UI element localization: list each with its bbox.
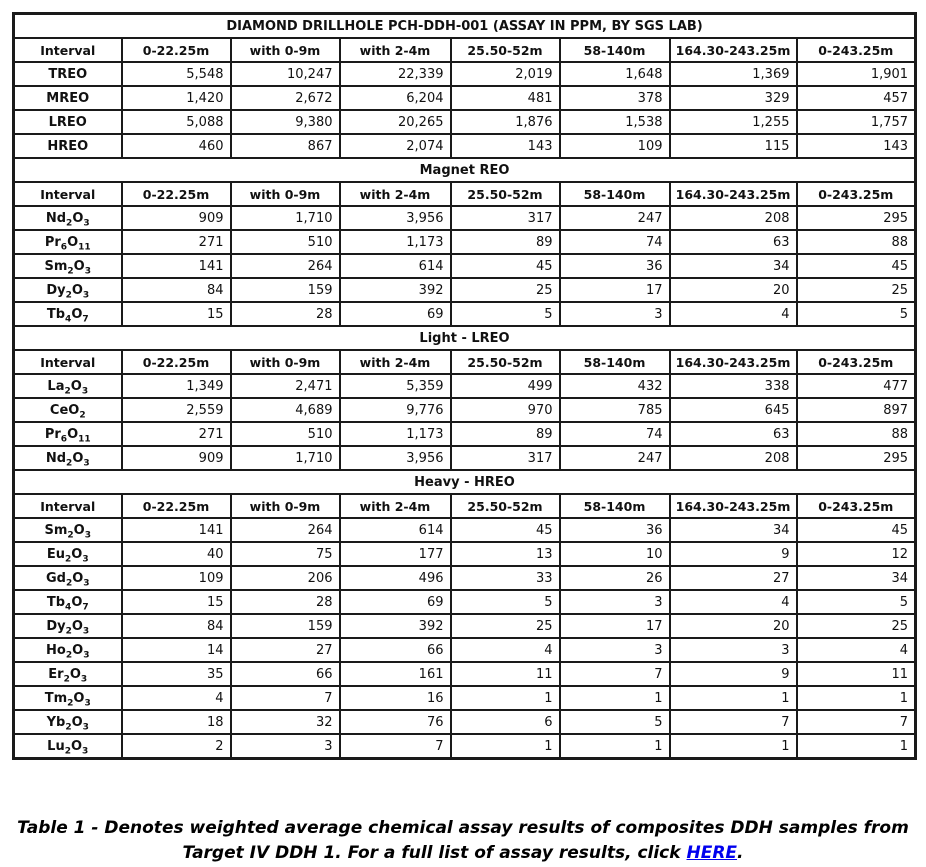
- value-cell: 2,471: [231, 374, 340, 398]
- column-header: 0-243.25m: [797, 494, 916, 518]
- value-cell: 264: [231, 518, 340, 542]
- value-cell: 614: [340, 518, 451, 542]
- value-cell: 20: [670, 614, 797, 638]
- value-cell: 477: [797, 374, 916, 398]
- table-row: [14, 614, 916, 638]
- value-cell: 141: [122, 518, 231, 542]
- value-cell: 141: [122, 254, 231, 278]
- value-cell: 909: [122, 446, 231, 470]
- value-cell: 11: [797, 662, 916, 686]
- table-row: [14, 542, 916, 566]
- value-cell: 66: [340, 638, 451, 662]
- section-label: Heavy - HREO: [14, 470, 916, 494]
- row-label: $Pr_6O_{11}$: [14, 422, 122, 446]
- table-row: [14, 518, 916, 542]
- section-label: Light - LREO: [14, 326, 916, 350]
- value-cell: 3: [560, 638, 670, 662]
- value-cell: 1: [670, 734, 797, 759]
- value-cell: 1,710: [231, 446, 340, 470]
- table-row: [14, 638, 916, 662]
- column-header: 58-140m: [560, 182, 670, 206]
- column-header: with 2-4m: [340, 38, 451, 62]
- value-cell: 3,956: [340, 446, 451, 470]
- value-cell: 432: [560, 374, 670, 398]
- value-cell: 5: [560, 710, 670, 734]
- value-cell: 143: [797, 134, 916, 158]
- table-row: [14, 86, 916, 110]
- row-label: TREO: [14, 62, 122, 86]
- value-cell: 177: [340, 542, 451, 566]
- value-cell: 89: [451, 230, 560, 254]
- row-label: $Dy_2O_3$: [14, 278, 122, 302]
- value-cell: 32: [231, 710, 340, 734]
- row-label: $Gd_2O_3$: [14, 566, 122, 590]
- value-cell: 74: [560, 422, 670, 446]
- value-cell: 2: [122, 734, 231, 759]
- value-cell: 10: [560, 542, 670, 566]
- column-header: 0-243.25m: [797, 182, 916, 206]
- table-row: [14, 686, 916, 710]
- row-label: $Nd_2O_3$: [14, 206, 122, 230]
- section-label: Magnet REO: [14, 158, 916, 182]
- value-cell: 36: [560, 254, 670, 278]
- column-header: with 0-9m: [231, 182, 340, 206]
- value-cell: 5: [451, 302, 560, 326]
- value-cell: 1: [451, 734, 560, 759]
- value-cell: 4: [122, 686, 231, 710]
- column-header: 0-22.25m: [122, 38, 231, 62]
- value-cell: 1,173: [340, 422, 451, 446]
- row-label: CeO$_2$: [14, 398, 122, 422]
- column-header: 0-243.25m: [797, 350, 916, 374]
- row-label: $Nd_2O_3$: [14, 446, 122, 470]
- row-label: $Yb_2O_3$: [14, 710, 122, 734]
- value-cell: 109: [560, 134, 670, 158]
- value-cell: 35: [122, 662, 231, 686]
- value-cell: 3: [670, 638, 797, 662]
- column-header: Interval: [14, 350, 122, 374]
- value-cell: 9: [670, 542, 797, 566]
- value-cell: 7: [670, 710, 797, 734]
- value-cell: 12: [797, 542, 916, 566]
- value-cell: 26: [560, 566, 670, 590]
- value-cell: 7: [797, 710, 916, 734]
- value-cell: 392: [340, 278, 451, 302]
- value-cell: 63: [670, 422, 797, 446]
- row-label: $La_2O_3$: [14, 374, 122, 398]
- row-label: $Lu_2O_3$: [14, 734, 122, 759]
- value-cell: 40: [122, 542, 231, 566]
- value-cell: 17: [560, 278, 670, 302]
- value-cell: 5: [797, 590, 916, 614]
- value-cell: 115: [670, 134, 797, 158]
- value-cell: 271: [122, 422, 231, 446]
- table-row: [14, 422, 916, 446]
- value-cell: 16: [340, 686, 451, 710]
- row-label: HREO: [14, 134, 122, 158]
- value-cell: 63: [670, 230, 797, 254]
- column-header: 0-22.25m: [122, 494, 231, 518]
- value-cell: 2,672: [231, 86, 340, 110]
- value-cell: 159: [231, 278, 340, 302]
- value-cell: 27: [231, 638, 340, 662]
- value-cell: 1,349: [122, 374, 231, 398]
- value-cell: 45: [797, 518, 916, 542]
- row-label: $Tb_4O_7$: [14, 590, 122, 614]
- value-cell: 1,255: [670, 110, 797, 134]
- table-row: [14, 62, 916, 86]
- value-cell: 25: [451, 614, 560, 638]
- value-cell: 1,538: [560, 110, 670, 134]
- value-cell: 295: [797, 446, 916, 470]
- caption-period: .: [737, 843, 744, 863]
- section-header-row: [14, 326, 916, 350]
- table-title: DIAMOND DRILLHOLE PCH-DDH-001 (ASSAY IN PPM, BY SGS LAB): [14, 14, 916, 39]
- column-header-row: [14, 38, 916, 62]
- value-cell: 15: [122, 302, 231, 326]
- table-row: [14, 134, 916, 158]
- value-cell: 6,204: [340, 86, 451, 110]
- value-cell: 247: [560, 446, 670, 470]
- row-label: $Pr_6O_{11}$: [14, 230, 122, 254]
- column-header: 58-140m: [560, 38, 670, 62]
- column-header: with 0-9m: [231, 38, 340, 62]
- column-header: 25.50-52m: [451, 182, 560, 206]
- value-cell: 20: [670, 278, 797, 302]
- value-cell: 7: [231, 686, 340, 710]
- row-label: $Tm_2O_3$: [14, 686, 122, 710]
- column-header: 164.30-243.25m: [670, 38, 797, 62]
- value-cell: 3: [560, 302, 670, 326]
- column-header: 25.50-52m: [451, 38, 560, 62]
- value-cell: 84: [122, 278, 231, 302]
- column-header: Interval: [14, 494, 122, 518]
- table-row: [14, 446, 916, 470]
- value-cell: 18: [122, 710, 231, 734]
- value-cell: 1,369: [670, 62, 797, 86]
- value-cell: 69: [340, 302, 451, 326]
- table-row: [14, 254, 916, 278]
- column-header: with 2-4m: [340, 350, 451, 374]
- column-header: 0-243.25m: [797, 38, 916, 62]
- value-cell: 614: [340, 254, 451, 278]
- column-header: 0-22.25m: [122, 182, 231, 206]
- value-cell: 6: [451, 710, 560, 734]
- value-cell: 5: [797, 302, 916, 326]
- value-cell: 15: [122, 590, 231, 614]
- value-cell: 867: [231, 134, 340, 158]
- value-cell: 271: [122, 230, 231, 254]
- value-cell: 109: [122, 566, 231, 590]
- value-cell: 1: [670, 686, 797, 710]
- column-header: 58-140m: [560, 350, 670, 374]
- value-cell: 2,074: [340, 134, 451, 158]
- value-cell: 9,776: [340, 398, 451, 422]
- column-header: Interval: [14, 38, 122, 62]
- value-cell: 74: [560, 230, 670, 254]
- value-cell: 75: [231, 542, 340, 566]
- value-cell: 7: [560, 662, 670, 686]
- value-cell: 161: [340, 662, 451, 686]
- column-header: 0-22.25m: [122, 350, 231, 374]
- table-row: [14, 302, 916, 326]
- value-cell: 247: [560, 206, 670, 230]
- value-cell: 3: [560, 590, 670, 614]
- value-cell: 785: [560, 398, 670, 422]
- value-cell: 36: [560, 518, 670, 542]
- column-header-row: [14, 494, 916, 518]
- column-header: 164.30-243.25m: [670, 494, 797, 518]
- value-cell: 1,876: [451, 110, 560, 134]
- row-label: $Eu_2O_3$: [14, 542, 122, 566]
- row-label: $Er_2O_3$: [14, 662, 122, 686]
- value-cell: 89: [451, 422, 560, 446]
- caption-line1: Table 1 - Denotes weighted average chemical assay results of composites DDH samples from: [17, 818, 909, 838]
- value-cell: 1,420: [122, 86, 231, 110]
- value-cell: 206: [231, 566, 340, 590]
- value-cell: 10,247: [231, 62, 340, 86]
- value-cell: 392: [340, 614, 451, 638]
- value-cell: 457: [797, 86, 916, 110]
- value-cell: 22,339: [340, 62, 451, 86]
- value-cell: 645: [670, 398, 797, 422]
- value-cell: 69: [340, 590, 451, 614]
- value-cell: 510: [231, 230, 340, 254]
- value-cell: 17: [560, 614, 670, 638]
- value-cell: 1: [797, 686, 916, 710]
- value-cell: 970: [451, 398, 560, 422]
- value-cell: 11: [451, 662, 560, 686]
- table-row: [14, 278, 916, 302]
- column-header: with 2-4m: [340, 182, 451, 206]
- value-cell: 76: [340, 710, 451, 734]
- value-cell: 3: [231, 734, 340, 759]
- value-cell: 25: [797, 278, 916, 302]
- value-cell: 88: [797, 422, 916, 446]
- column-header: with 0-9m: [231, 494, 340, 518]
- value-cell: 329: [670, 86, 797, 110]
- value-cell: 9,380: [231, 110, 340, 134]
- value-cell: 14: [122, 638, 231, 662]
- value-cell: 4: [670, 302, 797, 326]
- value-cell: 34: [797, 566, 916, 590]
- value-cell: 1: [451, 686, 560, 710]
- value-cell: 5: [451, 590, 560, 614]
- row-label: $Sm_2O_3$: [14, 518, 122, 542]
- value-cell: 33: [451, 566, 560, 590]
- column-header: 58-140m: [560, 494, 670, 518]
- value-cell: 5,548: [122, 62, 231, 86]
- value-cell: 3,956: [340, 206, 451, 230]
- value-cell: 28: [231, 302, 340, 326]
- table-caption: [0, 816, 926, 866]
- section-header-row: [14, 470, 916, 494]
- column-header: 164.30-243.25m: [670, 182, 797, 206]
- table-row: [14, 230, 916, 254]
- column-header: with 2-4m: [340, 494, 451, 518]
- row-label: MREO: [14, 86, 122, 110]
- here-link[interactable]: HERE: [686, 843, 738, 863]
- table-row: [14, 398, 916, 422]
- value-cell: 496: [340, 566, 451, 590]
- value-cell: 9: [670, 662, 797, 686]
- value-cell: 13: [451, 542, 560, 566]
- value-cell: 909: [122, 206, 231, 230]
- value-cell: 2,559: [122, 398, 231, 422]
- table-row: [14, 590, 916, 614]
- column-header: Interval: [14, 182, 122, 206]
- value-cell: 317: [451, 446, 560, 470]
- value-cell: 1: [560, 734, 670, 759]
- table-row: [14, 662, 916, 686]
- table-row: [14, 710, 916, 734]
- assay-table: [12, 12, 917, 760]
- value-cell: 5,088: [122, 110, 231, 134]
- value-cell: 88: [797, 230, 916, 254]
- row-label: $Tb_4O_7$: [14, 302, 122, 326]
- value-cell: 34: [670, 518, 797, 542]
- value-cell: 4: [797, 638, 916, 662]
- value-cell: 4: [451, 638, 560, 662]
- value-cell: 45: [451, 254, 560, 278]
- table-row: [14, 374, 916, 398]
- value-cell: 2,019: [451, 62, 560, 86]
- section-header-row: [14, 158, 916, 182]
- value-cell: 25: [797, 614, 916, 638]
- value-cell: 208: [670, 206, 797, 230]
- value-cell: 510: [231, 422, 340, 446]
- value-cell: 84: [122, 614, 231, 638]
- table-title-row: [14, 14, 916, 39]
- value-cell: 4: [670, 590, 797, 614]
- value-cell: 27: [670, 566, 797, 590]
- value-cell: 45: [797, 254, 916, 278]
- value-cell: 28: [231, 590, 340, 614]
- value-cell: 460: [122, 134, 231, 158]
- column-header: 25.50-52m: [451, 494, 560, 518]
- value-cell: 7: [340, 734, 451, 759]
- value-cell: 481: [451, 86, 560, 110]
- table-row: [14, 110, 916, 134]
- row-label: LREO: [14, 110, 122, 134]
- column-header: with 0-9m: [231, 350, 340, 374]
- value-cell: 317: [451, 206, 560, 230]
- row-label: $Ho_2O_3$: [14, 638, 122, 662]
- value-cell: 20,265: [340, 110, 451, 134]
- value-cell: 66: [231, 662, 340, 686]
- value-cell: 208: [670, 446, 797, 470]
- value-cell: 499: [451, 374, 560, 398]
- value-cell: 264: [231, 254, 340, 278]
- caption-line2-text: Target IV DDH 1. For a full list of assay results, click: [182, 843, 687, 863]
- row-label: $Dy_2O_3$: [14, 614, 122, 638]
- column-header-row: [14, 350, 916, 374]
- value-cell: 45: [451, 518, 560, 542]
- value-cell: 1,710: [231, 206, 340, 230]
- value-cell: 1,173: [340, 230, 451, 254]
- column-header: 25.50-52m: [451, 350, 560, 374]
- table-row: [14, 734, 916, 759]
- value-cell: 295: [797, 206, 916, 230]
- value-cell: 143: [451, 134, 560, 158]
- value-cell: 1,757: [797, 110, 916, 134]
- value-cell: 25: [451, 278, 560, 302]
- column-header: 164.30-243.25m: [670, 350, 797, 374]
- value-cell: 378: [560, 86, 670, 110]
- table-row: [14, 566, 916, 590]
- value-cell: 5,359: [340, 374, 451, 398]
- value-cell: 1: [560, 686, 670, 710]
- value-cell: 1,648: [560, 62, 670, 86]
- row-label: $Sm_2O_3$: [14, 254, 122, 278]
- value-cell: 897: [797, 398, 916, 422]
- value-cell: 159: [231, 614, 340, 638]
- value-cell: 338: [670, 374, 797, 398]
- table-row: [14, 206, 916, 230]
- column-header-row: [14, 182, 916, 206]
- value-cell: 4,689: [231, 398, 340, 422]
- value-cell: 1,901: [797, 62, 916, 86]
- value-cell: 1: [797, 734, 916, 759]
- value-cell: 34: [670, 254, 797, 278]
